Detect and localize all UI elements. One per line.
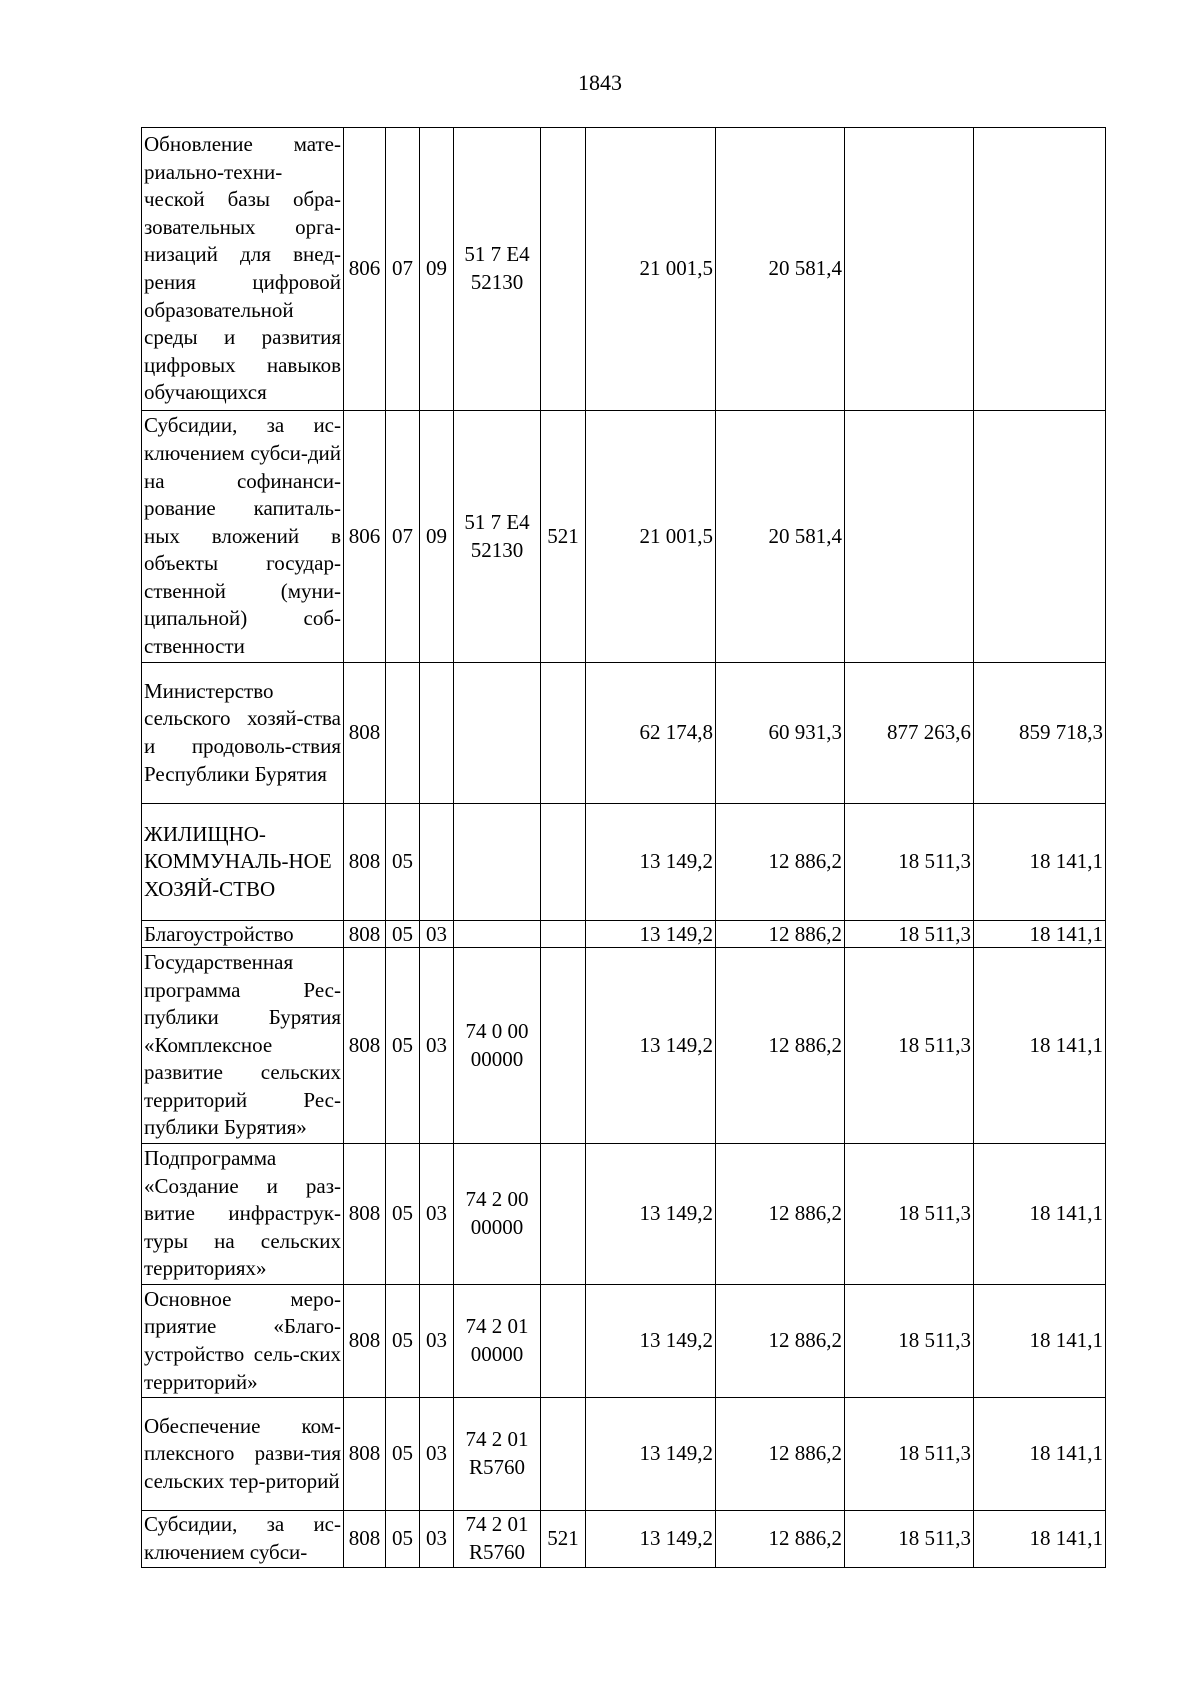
vr-code [541,1144,586,1285]
pr-code: 03 [420,921,454,948]
csr-code: 74 0 00 00000 [454,948,541,1144]
value-1: 13 149,2 [586,921,716,948]
vr-code [541,663,586,804]
grbs-code: 808 [344,921,386,948]
table-row [142,921,1106,948]
table-row [142,128,1106,411]
csr-code [454,663,541,804]
value-4: 18 141,1 [974,948,1106,1144]
value-3: 877 263,6 [845,663,974,804]
grbs-code: 808 [344,948,386,1144]
grbs-code: 808 [344,1511,386,1568]
table-row [142,663,1106,804]
row-name: Субсидии, за ис-ключением субси-дий на софинанси-рование капиталь-ных вложений в объекты государ-ственной (муни-ципальной) соб-ственности [142,411,344,663]
csr-code: 74 2 01 R5760 [454,1398,541,1511]
vr-code: 521 [541,1511,586,1568]
value-1: 13 149,2 [586,1285,716,1398]
pr-code: 03 [420,1144,454,1285]
value-3: 18 511,3 [845,1511,974,1568]
row-name: Обновление мате-риально-техни-ческой базы обра-зовательных орга-низаций для внед-рения цифровой образовательной среды и развития цифровых навыков обучающихся [142,128,344,411]
value-4: 859 718,3 [974,663,1106,804]
table-row [142,1144,1106,1285]
value-3 [845,411,974,663]
value-3: 18 511,3 [845,1398,974,1511]
vr-code [541,1285,586,1398]
value-1: 13 149,2 [586,1398,716,1511]
value-1: 13 149,2 [586,948,716,1144]
value-4 [974,128,1106,411]
value-1: 21 001,5 [586,128,716,411]
value-4: 18 141,1 [974,1285,1106,1398]
pr-code: 03 [420,1398,454,1511]
value-2: 12 886,2 [716,804,845,921]
grbs-code: 808 [344,1398,386,1511]
vr-code [541,948,586,1144]
rz-code: 05 [386,804,420,921]
value-4: 18 141,1 [974,921,1106,948]
rz-code: 07 [386,411,420,663]
value-2: 12 886,2 [716,1144,845,1285]
grbs-code: 806 [344,128,386,411]
value-2: 12 886,2 [716,1285,845,1398]
vr-code: 521 [541,411,586,663]
rz-code [386,663,420,804]
value-2: 20 581,4 [716,411,845,663]
csr-code [454,804,541,921]
row-name: Основное меро-приятие «Благо-устройство сель-ских территорий» [142,1285,344,1398]
value-3: 18 511,3 [845,804,974,921]
value-4: 18 141,1 [974,1511,1106,1568]
value-2: 20 581,4 [716,128,845,411]
grbs-code: 808 [344,804,386,921]
table-row [142,948,1106,1144]
pr-code [420,663,454,804]
page-number: 1843 [578,70,622,95]
row-name: Обеспечение ком-плексного разви-тия сельских тер-риторий [142,1398,344,1511]
row-name: Субсидии, за ис-ключением субси- [142,1511,344,1568]
table-row [142,1511,1106,1568]
csr-code [454,921,541,948]
value-4: 18 141,1 [974,1144,1106,1285]
row-name: Благоустройство [142,921,344,948]
value-2: 12 886,2 [716,1511,845,1568]
value-3: 18 511,3 [845,1285,974,1398]
value-1: 62 174,8 [586,663,716,804]
table-row [142,1398,1106,1511]
value-3: 18 511,3 [845,1144,974,1285]
vr-code [541,128,586,411]
value-1: 13 149,2 [586,804,716,921]
value-1: 21 001,5 [586,411,716,663]
pr-code: 09 [420,128,454,411]
rz-code: 05 [386,948,420,1144]
value-3: 18 511,3 [845,921,974,948]
grbs-code: 808 [344,1285,386,1398]
rz-code: 05 [386,1398,420,1511]
grbs-code: 808 [344,663,386,804]
value-4: 18 141,1 [974,1398,1106,1511]
rz-code: 05 [386,1285,420,1398]
rz-code: 07 [386,128,420,411]
pr-code: 03 [420,1285,454,1398]
pr-code [420,804,454,921]
row-name: Министерство сельского хозяй-ства и продоволь-ствия Республики Бурятия [142,663,344,804]
budget-table [141,127,1106,1568]
vr-code [541,804,586,921]
value-2: 12 886,2 [716,1398,845,1511]
csr-code: 74 2 00 00000 [454,1144,541,1285]
value-4: 18 141,1 [974,804,1106,921]
value-3: 18 511,3 [845,948,974,1144]
value-4 [974,411,1106,663]
rz-code: 05 [386,1511,420,1568]
grbs-code: 808 [344,1144,386,1285]
row-name: ЖИЛИЩНО-КОММУНАЛЬ-НОЕ ХОЗЯЙ-СТВО [142,804,344,921]
csr-code: 51 7 E4 52130 [454,411,541,663]
csr-code: 51 7 E4 52130 [454,128,541,411]
row-name: Подпрограмма «Создание и раз-витие инфраструк-туры на сельских территориях» [142,1144,344,1285]
pr-code: 03 [420,948,454,1144]
vr-code [541,1398,586,1511]
table-row [142,804,1106,921]
csr-code: 74 2 01 R5760 [454,1511,541,1568]
value-2: 12 886,2 [716,948,845,1144]
value-2: 60 931,3 [716,663,845,804]
row-name: Государственная программа Рес-публики Бурятия «Комплексное развитие сельских территорий Рес-публики Бурятия» [142,948,344,1144]
vr-code [541,921,586,948]
value-3 [845,128,974,411]
value-1: 13 149,2 [586,1144,716,1285]
rz-code: 05 [386,1144,420,1285]
rz-code: 05 [386,921,420,948]
grbs-code: 806 [344,411,386,663]
pr-code: 03 [420,1511,454,1568]
table-row [142,1285,1106,1398]
value-2: 12 886,2 [716,921,845,948]
value-1: 13 149,2 [586,1511,716,1568]
pr-code: 09 [420,411,454,663]
table-row [142,411,1106,663]
csr-code: 74 2 01 00000 [454,1285,541,1398]
